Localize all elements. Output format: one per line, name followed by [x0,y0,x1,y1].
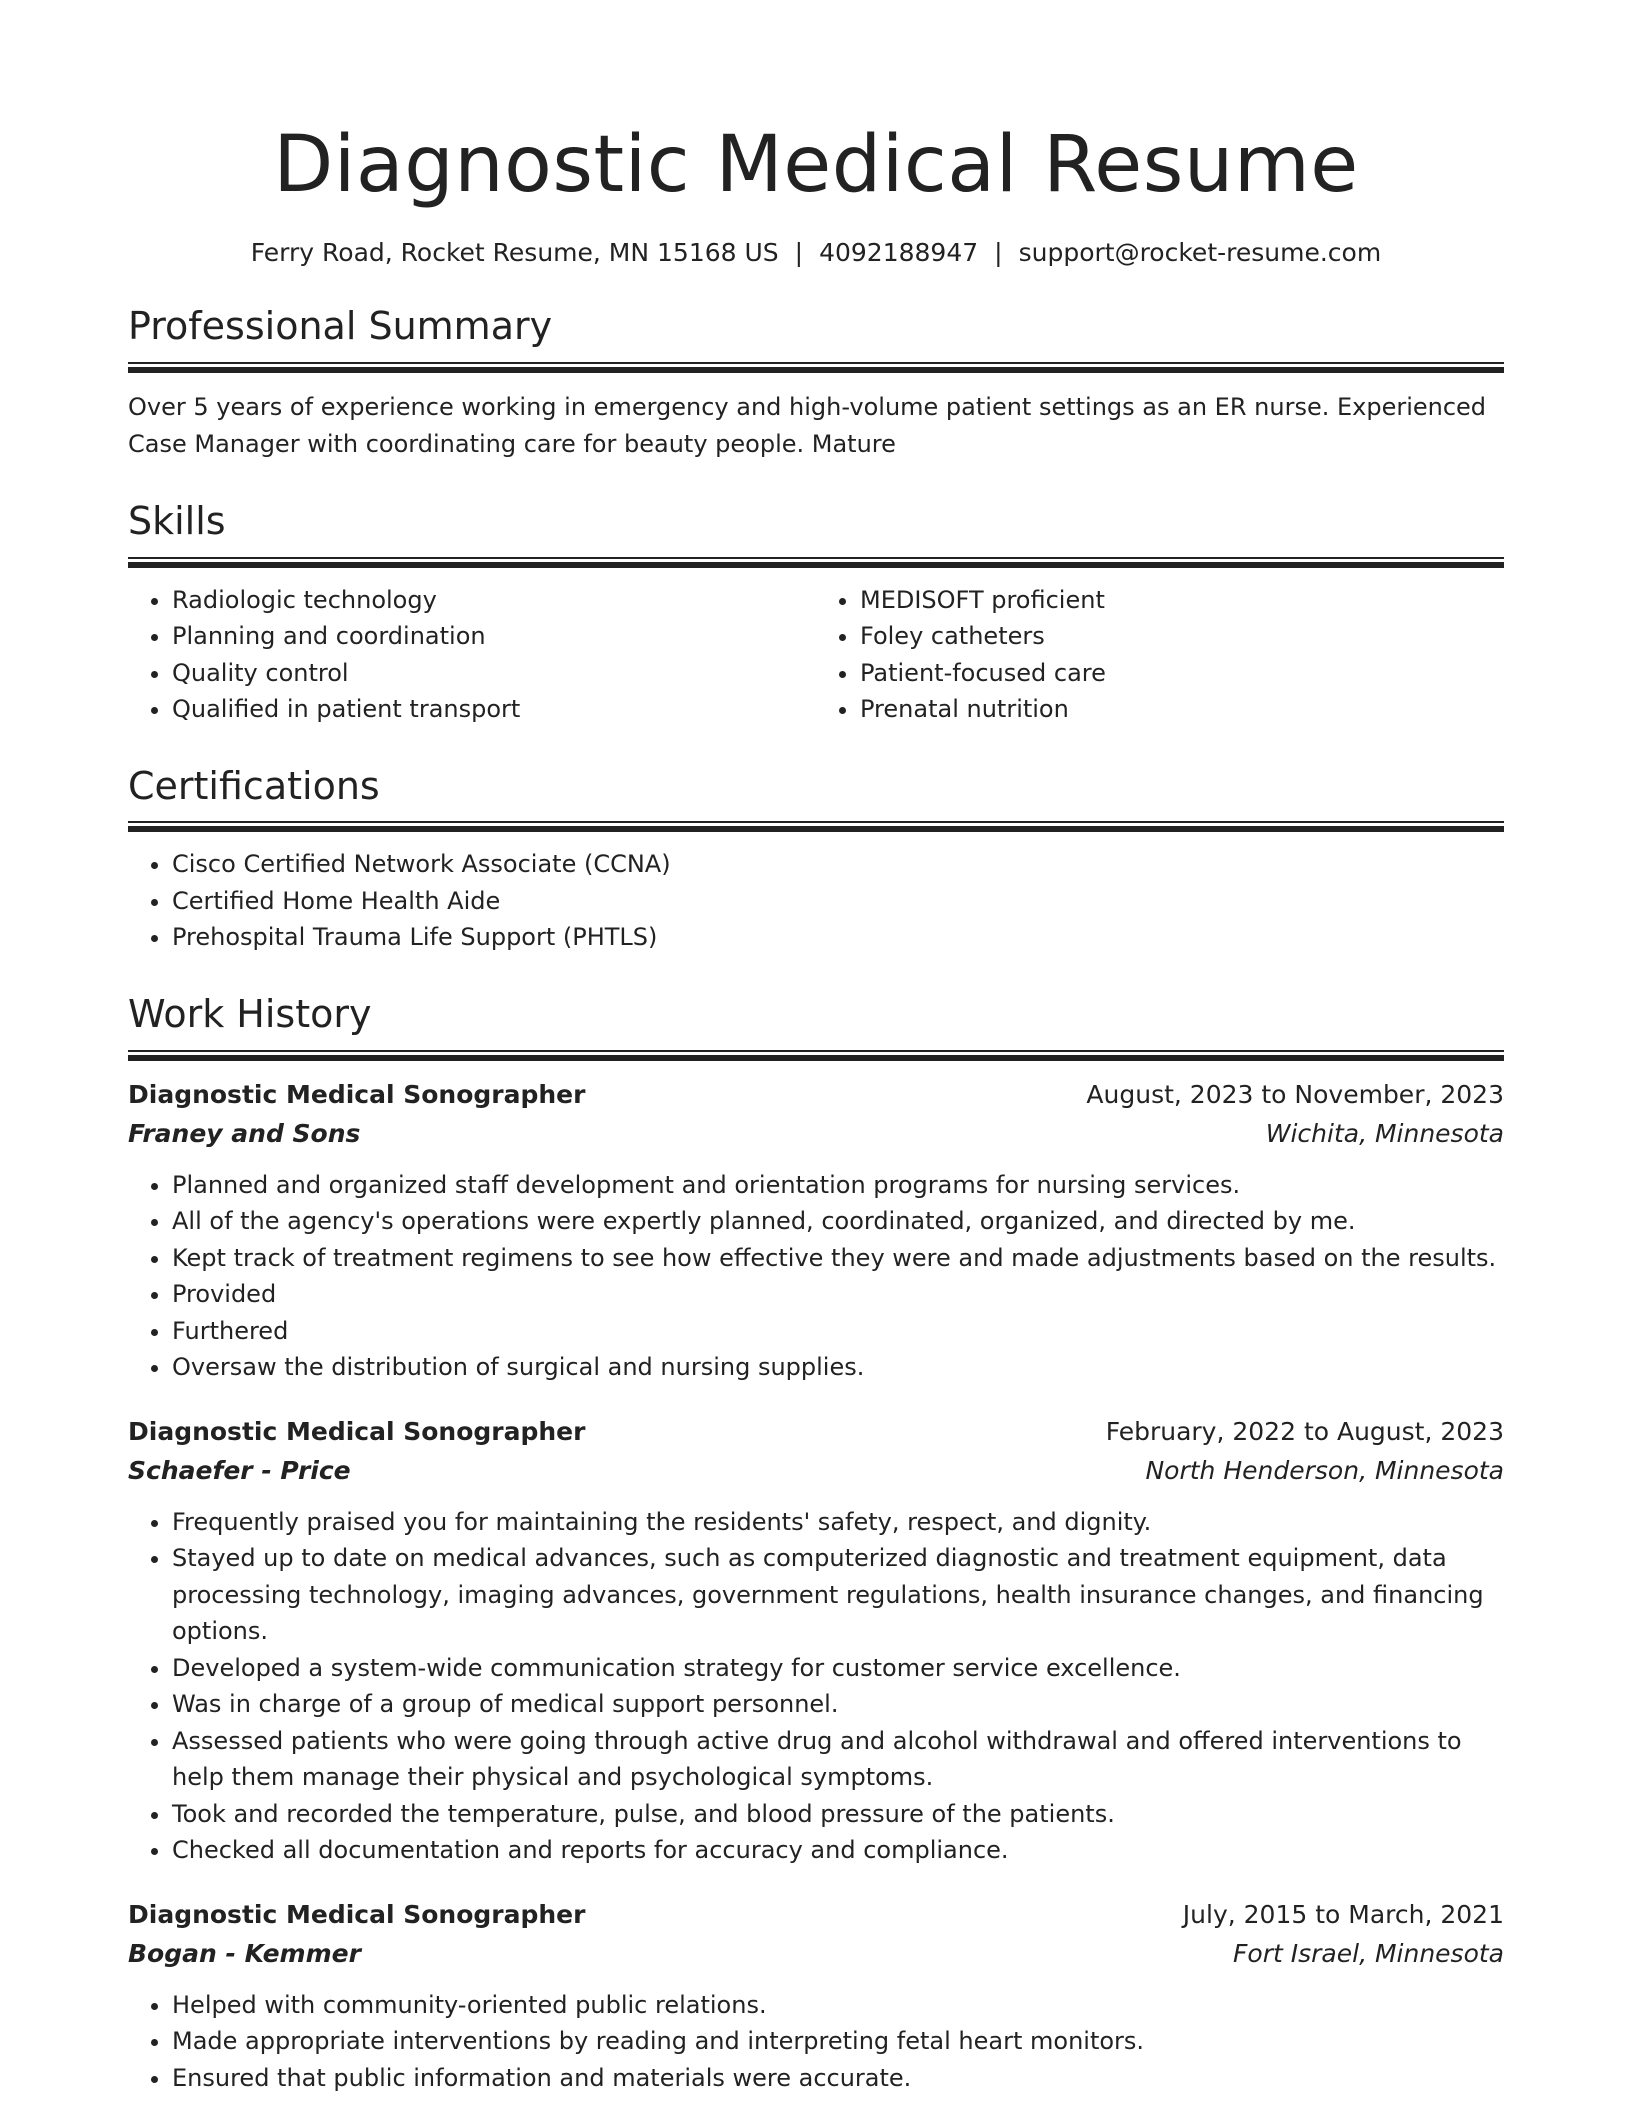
job-location: Wichita, Minnesota [1265,1118,1504,1148]
job-bullet: • Stayed up to date on medical advances, such as computerized diagnostic and treatment equipment, data processing technology, imaging advances, government regulations, health insurance changes, and financing options. [172,1540,1504,1650]
skills-section-header [128,498,1504,568]
job-header-row [128,1075,1504,1115]
job-bullet: • Checked all documentation and reports for accuracy and compliance. [172,1832,1504,1869]
job-bullet: • Ensured that public information and materials were accurate. [172,2060,1504,2097]
skill-item: • MEDISOFT proficient [860,582,1504,619]
job-bullets [128,1504,1504,1869]
skill-item: • Radiologic technology [172,582,816,619]
contact-phone: 4092188947 [819,238,979,267]
skills-column-right [816,582,1504,728]
certification-item: • Certified Home Health Aide [172,883,1504,920]
job-entry [128,1075,1504,1386]
certification-item: • Cisco Certified Network Associate (CCNA) [172,846,1504,883]
job-entry [128,1412,1504,1869]
contact-address: Ferry Road, Rocket Resume, MN 15168 US [250,238,779,267]
job-bullets [128,1167,1504,1386]
contact-email: support@rocket-resume.com [1018,238,1382,267]
job-dates: July, 2015 to March, 2021 [1182,1899,1504,1929]
section-divider [128,557,1504,568]
job-dates: August, 2023 to November, 2023 [1086,1079,1504,1109]
job-header-row [128,1412,1504,1452]
job-bullet: • Oversaw the distribution of surgical and nursing supplies. [172,1349,1504,1386]
job-bullets [128,1987,1504,2097]
job-subheader-row [128,1452,1504,1490]
section-divider [128,362,1504,373]
skills-list [128,582,1504,728]
skill-item: • Prenatal nutrition [860,691,1504,728]
certifications-list [128,846,1504,956]
job-company: Schaefer - Price [128,1455,351,1485]
skill-item: • Foley catheters [860,618,1504,655]
summary-section-header [128,306,1504,373]
job-bullet: • Developed a system-wide communication strategy for customer service excellence. [172,1650,1504,1687]
job-bullet: • Made appropriate interventions by reading and interpreting fetal heart monitors. [172,2023,1504,2060]
section-divider [128,821,1504,832]
job-bullet: • Was in charge of a group of medical support personnel. [172,1686,1504,1723]
job-title: Diagnostic Medical Sonographer [128,1079,586,1109]
section-title-certifications: Certifications [128,763,380,808]
job-bullet: • Furthered [172,1313,1504,1350]
skill-item: • Patient-focused care [860,655,1504,692]
job-bullet: • Frequently praised you for maintaining the residents' safety, respect, and dignity. [172,1504,1504,1541]
resume-name: Diagnostic Medical Resume [273,120,1359,210]
certification-item: • Prehospital Trauma Life Support (PHTLS) [172,919,1504,956]
job-title: Diagnostic Medical Sonographer [128,1416,586,1446]
skills-column-left [128,582,816,728]
job-header-row [128,1895,1504,1935]
work-section-header [128,991,1504,1061]
job-bullet: • Planned and organized staff development and orientation programs for nursing services. [172,1167,1504,1204]
contact-separator: | [994,238,1003,267]
skill-item: • Quality control [172,655,816,692]
contact-line [128,238,1504,268]
job-bullet: • All of the agency's operations were expertly planned, coordinated, organized, and directed by me. [172,1203,1504,1240]
job-bullet: • Kept track of treatment regimens to see how effective they were and made adjustments based on the results. [172,1240,1504,1277]
job-bullet: • Took and recorded the temperature, pulse, and blood pressure of the patients. [172,1796,1504,1833]
job-subheader-row [128,1115,1504,1153]
job-title: Diagnostic Medical Sonographer [128,1899,586,1929]
job-location: North Henderson, Minnesota [1145,1455,1504,1485]
contact-separator: | [794,238,804,267]
job-bullet: • Assessed patients who were going through active drug and alcohol withdrawal and offered interventions to help them manage their physical and psychological symptoms. [172,1723,1504,1796]
skill-item: • Qualified in patient transport [172,691,816,728]
section-title-work-history: Work History [128,991,372,1036]
job-location: Fort Israel, Minnesota [1233,1938,1504,1968]
job-bullet: • Provided [172,1276,1504,1313]
certifications-section-header [128,763,1504,833]
job-dates: February, 2022 to August, 2023 [1105,1416,1504,1446]
job-company: Franey and Sons [128,1118,361,1148]
job-entry [128,1895,1504,2097]
job-subheader-row [128,1935,1504,1973]
section-title-summary: Professional Summary [128,304,553,348]
job-company: Bogan - Kemmer [128,1938,361,1968]
job-bullet: • Helped with community-oriented public relations. [172,1987,1504,2024]
section-divider [128,1050,1504,1061]
summary-text: Over 5 years of experience working in emergency and high-volume patient settings as an ER nurse. Experienced Case Manager with coordinating care for beauty people. Mature [128,392,1487,458]
skill-item: • Planning and coordination [172,618,816,655]
section-title-skills: Skills [128,498,226,543]
